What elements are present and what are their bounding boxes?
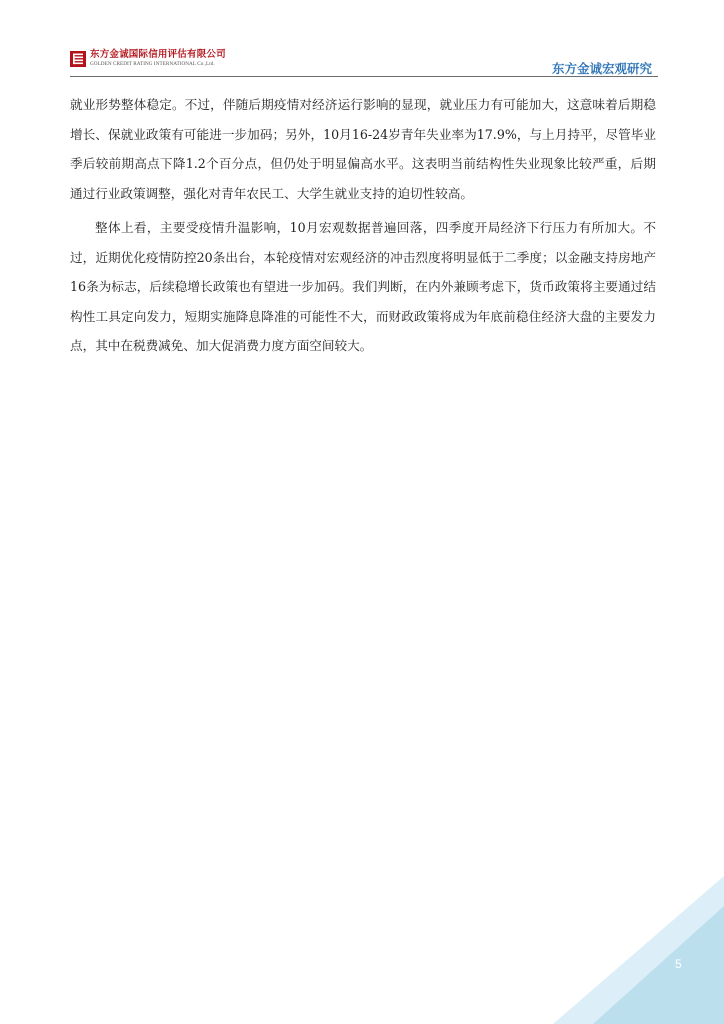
- body-paragraph: 就业形势整体稳定。不过，伴随后期疫情对经济运行影响的显现，就业压力有可能加大，这意味着后期稳增长、保就业政策有可能进一步加码；另外，10月16-24岁青年失业率为17.9%，与上月持平，尽管毕业季后较前期高点下降1.2个百分点，但仍处于明显偏高水平。这表明当前结构性失业现象比较严重，后期通过行业政策调整，强化对青年农民工、大学生就业支持的迫切性较高。: [70, 97, 656, 201]
- body-paragraph: 整体上看，主要受疫情升温影响，10月宏观数据普遍回落，四季度开局经济下行压力有所加大。不过，近期优化疫情防控20条出台，本轮疫情对宏观经济的冲击烈度将明显低于二季度；以金融支持房地产16条为标志，后续稳增长政策也有望进一步加码。我们判断，在内外兼顾考虑下，货币政策将主要通过结构性工具定向发力，短期实施降息降准的可能性不大，而财政政策将成为年底前稳住经济大盘的主要发力点，其中在税费减免、加大促消费力度方面空间较大。: [70, 220, 656, 353]
- document-body: [70, 90, 656, 361]
- corner-decoration: [553, 876, 724, 1024]
- company-name-cn: 东方金诚国际信用评估有限公司: [90, 49, 226, 60]
- company-name-en: GOLDEN CREDIT RATING INTERNATIONAL Co.,Ltd.: [90, 60, 215, 67]
- brand-title: 东方金诚宏观研究: [551, 61, 652, 76]
- company-logo: [70, 50, 226, 67]
- page-header: [70, 50, 658, 77]
- company-logo-icon: [70, 51, 86, 67]
- page-number: 5: [675, 957, 682, 971]
